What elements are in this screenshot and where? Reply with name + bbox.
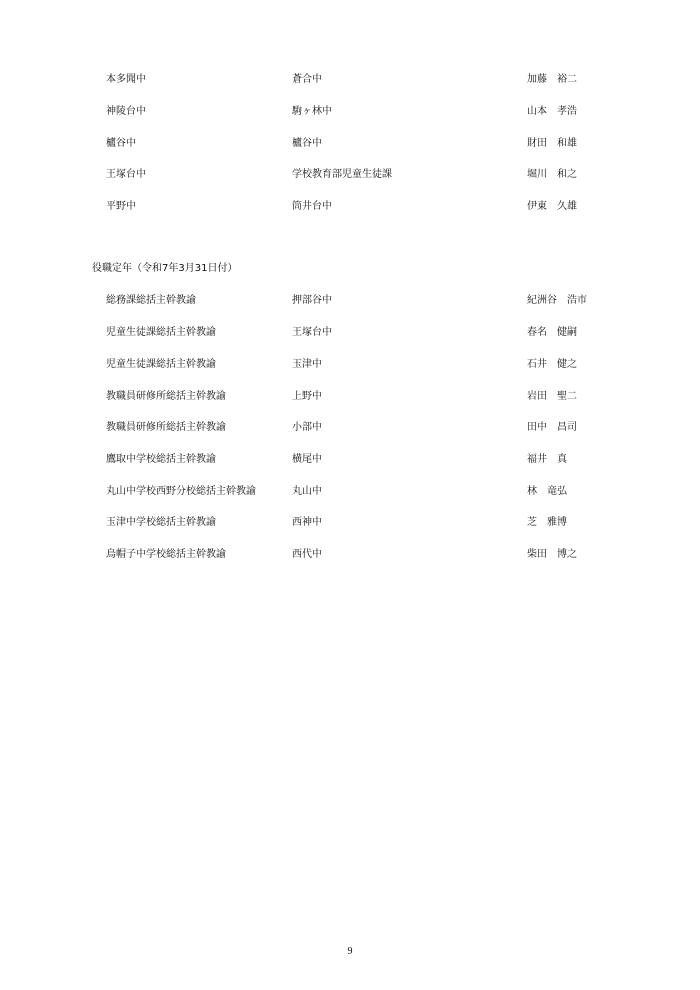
transfer-row [0, 137, 700, 151]
retirement-row [0, 421, 700, 435]
position-title: 教職員研修所総括主幹教諭 [106, 391, 226, 402]
school-name: 王塚台中 [292, 327, 332, 338]
position-title: 総務課総括主幹教諭 [106, 295, 196, 306]
retirement-row [0, 358, 700, 372]
person-name: 山本 孝浩 [527, 106, 577, 117]
person-name: 芝 雅博 [527, 517, 567, 528]
transfer-row [0, 73, 700, 87]
position-title: 鷹取中学校総括主幹教諭 [106, 454, 216, 465]
to-school: 櫨谷中 [292, 138, 322, 149]
to-school: 駒ヶ林中 [292, 106, 332, 117]
school-name: 上野中 [292, 391, 322, 402]
from-school: 神陵台中 [106, 106, 146, 117]
school-name: 西神中 [292, 517, 322, 528]
person-name: 福井 真 [527, 454, 567, 465]
person-name: 伊東 久雄 [527, 201, 577, 212]
retirement-row [0, 453, 700, 467]
transfer-row [0, 200, 700, 214]
position-title: 丸山中学校西野分校総括主幹教諭 [106, 486, 256, 497]
section-heading: 役職定年（令和7年3月31日付） [92, 263, 238, 274]
school-name: 横尾中 [292, 454, 322, 465]
person-name: 柴田 博之 [527, 549, 577, 560]
position-title: 児童生徒課総括主幹教諭 [106, 327, 216, 338]
position-title: 玉津中学校総括主幹教諭 [106, 517, 216, 528]
position-title: 烏帽子中学校総括主幹教諭 [106, 549, 226, 560]
retirement-row [0, 294, 700, 308]
position-title: 児童生徒課総括主幹教諭 [106, 359, 216, 370]
page-number: 9 [347, 946, 353, 957]
school-name: 玉津中 [292, 359, 322, 370]
school-name: 押部谷中 [292, 295, 332, 306]
position-title: 教職員研修所総括主幹教諭 [106, 422, 226, 433]
person-name: 田中 昌司 [527, 422, 577, 433]
retirement-row [0, 516, 700, 530]
retirement-row [0, 485, 700, 499]
retirement-row [0, 548, 700, 562]
retirement-row [0, 326, 700, 340]
person-name: 堀川 和之 [527, 169, 577, 180]
from-school: 櫨谷中 [106, 138, 136, 149]
transfer-row [0, 105, 700, 119]
person-name: 春名 健嗣 [527, 327, 577, 338]
person-name: 紀洲谷 浩市 [527, 295, 587, 306]
person-name: 林 竜弘 [527, 486, 567, 497]
to-school: 蒼合中 [292, 74, 322, 85]
from-school: 平野中 [106, 201, 136, 212]
to-school: 筒井台中 [292, 201, 332, 212]
person-name: 加藤 裕二 [527, 74, 577, 85]
person-name: 財田 和雄 [527, 138, 577, 149]
retirement-row [0, 390, 700, 404]
school-name: 丸山中 [292, 486, 322, 497]
to-school: 学校教育部児童生徒課 [292, 169, 392, 180]
from-school: 本多聞中 [106, 74, 146, 85]
school-name: 小部中 [292, 422, 322, 433]
person-name: 岩田 聖二 [527, 391, 577, 402]
transfer-row [0, 168, 700, 182]
from-school: 王塚台中 [106, 169, 146, 180]
school-name: 西代中 [292, 549, 322, 560]
person-name: 石井 健之 [527, 359, 577, 370]
